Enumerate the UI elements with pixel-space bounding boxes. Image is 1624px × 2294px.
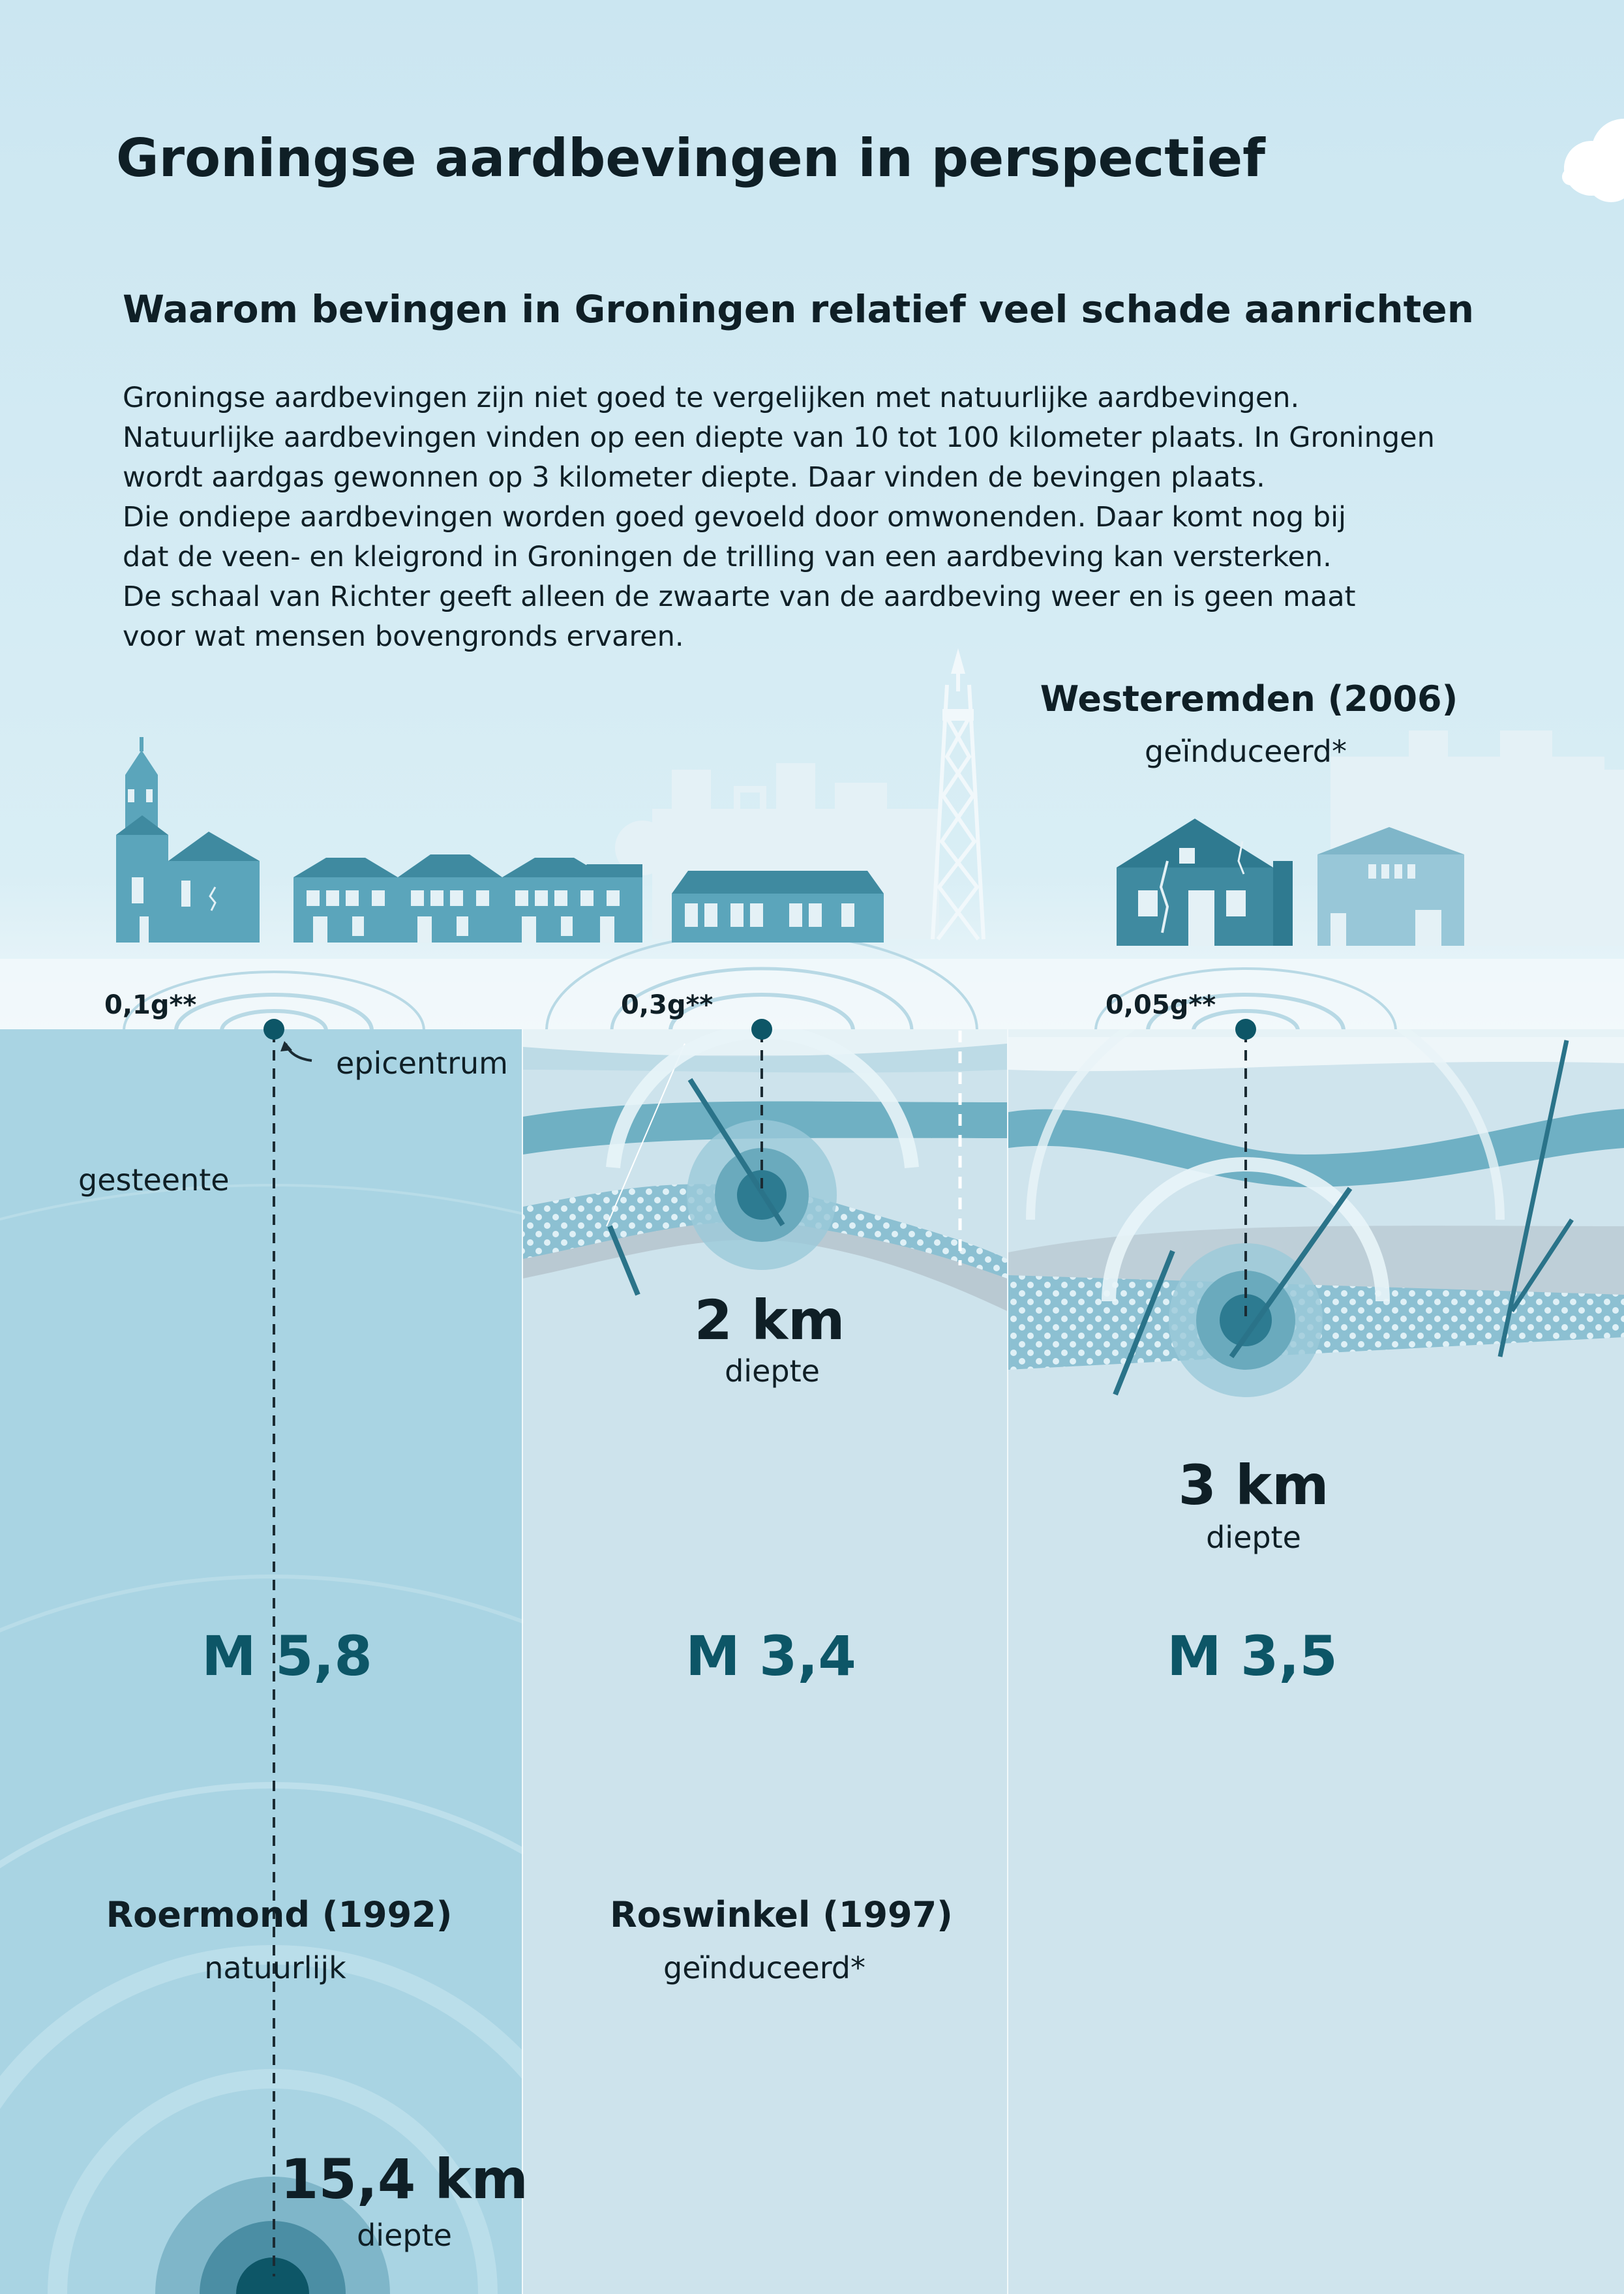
farmhouse-icon: [672, 871, 884, 943]
magnitude-westeremden: M 3,5: [1167, 1624, 1338, 1688]
intro-line: wordt aardgas gewonnen op 3 kilometer diepte. Daar vinden de bevingen plaats.: [123, 461, 1265, 494]
intro-line: Die ondiepe aardbevingen worden goed gevoeld door omwonenden. Daar komt nog bij: [123, 501, 1347, 534]
pga-westeremden: 0,05g**: [1105, 990, 1216, 1020]
type-westeremden: geïnduceerd*: [1145, 734, 1347, 769]
type-roswinkel: geïnduceerd*: [663, 1950, 865, 1985]
page-subtitle: Waarom bevingen in Groningen relatief veel schade aanrichten: [123, 287, 1474, 331]
gesteente-label: gesteente: [78, 1162, 230, 1198]
intro-line: voor wat mensen bovengronds ervaren.: [123, 620, 684, 653]
type-roermond: natuurlijk: [204, 1950, 346, 1985]
page-title: Groningse aardbevingen in perspectief: [116, 128, 1265, 189]
intro-line: dat de veen- en kleigrond in Groningen de trilling van een aardbeving kan versterken.: [123, 541, 1332, 573]
pga-roswinkel: 0,3g**: [621, 990, 714, 1020]
magnitude-roswinkel: M 3,4: [685, 1624, 856, 1688]
epicenter-dot-roswinkel: [751, 1019, 772, 1040]
epicentrum-label: epicentrum: [336, 1046, 508, 1081]
row-houses-icon: [293, 854, 642, 943]
depth-roermond: 15,4 km: [280, 2147, 528, 2211]
location-roermond: Roermond (1992): [106, 1894, 453, 1935]
epicenter-dot-westeremden: [1235, 1019, 1256, 1040]
pga-roermond: 0,1g**: [104, 990, 197, 1020]
intro-line: Natuurlijke aardbevingen vinden op een diepte van 10 tot 100 kilometer plaats. In Groningen: [123, 421, 1435, 454]
depth-roswinkel: 2 km: [694, 1288, 845, 1352]
location-westeremden: Westeremden (2006): [1040, 678, 1458, 719]
intro-text: [123, 378, 1584, 657]
epicenter-dot-roermond: [263, 1019, 284, 1040]
intro-line: Groningse aardbevingen zijn niet goed te vergelijken met natuurlijke aardbevingen.: [123, 382, 1300, 414]
intro-line: De schaal van Richter geeft alleen de zwaarte van de aardbeving weer en is geen maat: [123, 581, 1356, 613]
depth-westeremden: 3 km: [1178, 1453, 1329, 1517]
depth-label-roswinkel: diepte: [725, 1353, 820, 1389]
magnitude-roermond: M 5,8: [202, 1624, 372, 1688]
depth-label-westeremden: diepte: [1206, 1520, 1301, 1555]
location-roswinkel: Roswinkel (1997): [610, 1894, 953, 1935]
depth-label-roermond: diepte: [357, 2218, 452, 2253]
